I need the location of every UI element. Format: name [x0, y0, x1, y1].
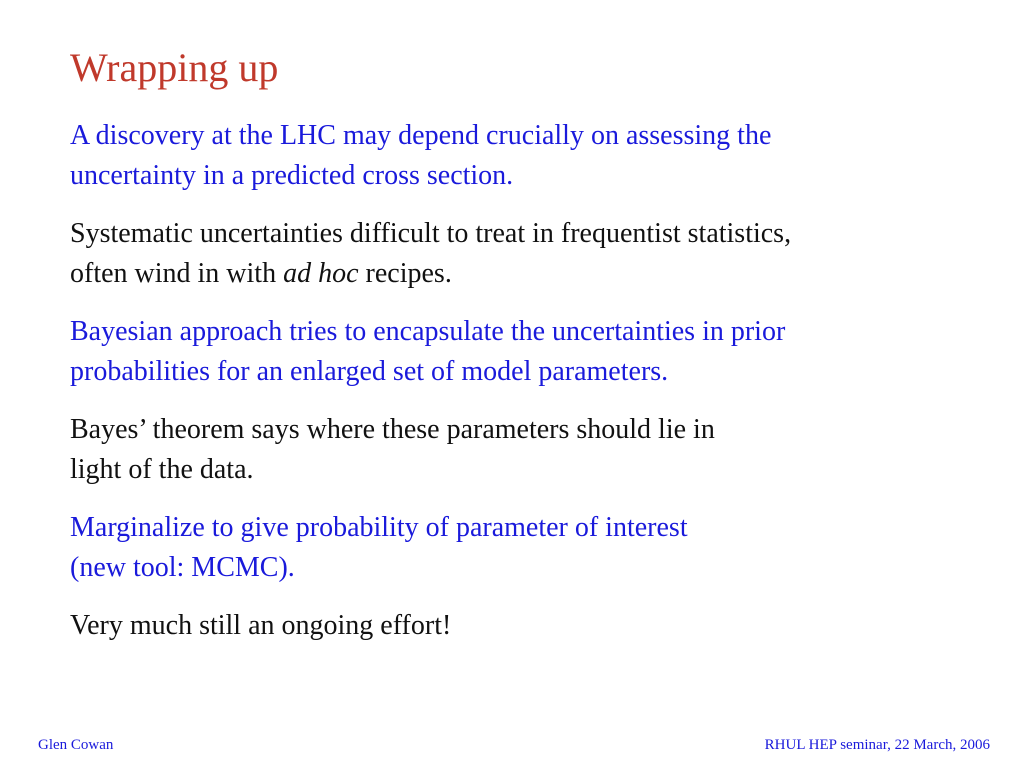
paragraph-line: light of the data.: [70, 454, 254, 485]
paragraph-line: Bayesian approach tries to encapsulate the uncertainties in prior: [70, 316, 786, 347]
paragraph-line: [70, 254, 791, 294]
paragraph-line: Bayes’ theorem says where these parameters should lie in: [70, 414, 715, 445]
paragraph-line: (new tool: MCMC).: [70, 552, 295, 583]
paragraph-bayes-theorem: [70, 410, 715, 490]
paragraph-line: A discovery at the LHC may depend crucially on assessing the: [70, 120, 772, 151]
text-run: often wind in with: [70, 258, 284, 289]
paragraph-line: Systematic uncertainties difficult to treat in frequentist statistics,: [70, 218, 792, 249]
paragraph-line: uncertainty in a predicted cross section.: [70, 160, 514, 191]
footer-author: Glen Cowan: [38, 737, 114, 753]
slide-title: Wrapping up: [70, 45, 279, 90]
paragraph-ongoing-effort: [70, 606, 451, 646]
paragraph-lhc-discovery: [70, 116, 771, 196]
paragraph-line: probabilities for an enlarged set of model parameters.: [70, 356, 669, 387]
italic-text-run: ad hoc: [283, 258, 359, 289]
paragraph-systematic-uncertainties: [70, 214, 791, 294]
paragraph-marginalize: [70, 508, 688, 588]
paragraph-bayesian-approach: [70, 312, 785, 392]
paragraph-line: Marginalize to give probability of parameter of interest: [70, 512, 688, 543]
footer-event: RHUL HEP seminar, 22 March, 2006: [764, 737, 990, 753]
text-run: recipes.: [358, 258, 452, 289]
paragraph-line: Very much still an ongoing effort!: [70, 610, 452, 641]
